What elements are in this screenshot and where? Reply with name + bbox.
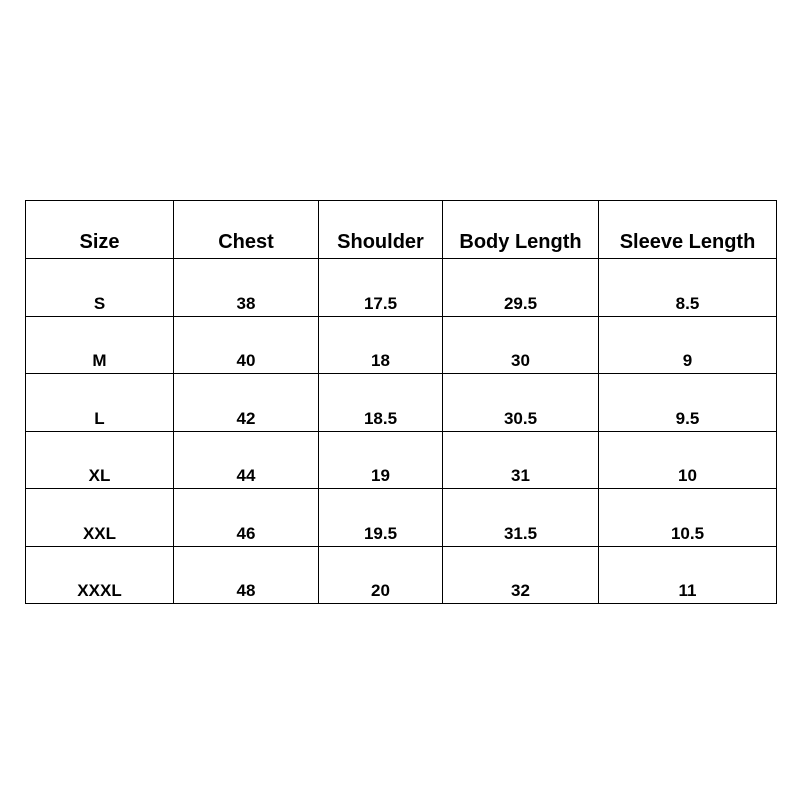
cell-shoulder: 19.5 bbox=[319, 489, 443, 547]
cell-body-length: 31.5 bbox=[443, 489, 599, 547]
cell-shoulder: 20 bbox=[319, 546, 443, 604]
cell-body-length: 31 bbox=[443, 431, 599, 489]
table-row bbox=[26, 546, 777, 604]
cell-chest: 48 bbox=[174, 546, 319, 604]
cell-shoulder: 18 bbox=[319, 316, 443, 374]
table-row bbox=[26, 259, 777, 317]
cell-shoulder: 19 bbox=[319, 431, 443, 489]
cell-body-length: 32 bbox=[443, 546, 599, 604]
header-sleeve-length: Sleeve Length bbox=[599, 201, 777, 259]
cell-body-length: 30.5 bbox=[443, 374, 599, 432]
table-body bbox=[26, 259, 777, 604]
cell-sleeve-length: 10 bbox=[599, 431, 777, 489]
cell-size: XXXL bbox=[26, 546, 174, 604]
cell-body-length: 29.5 bbox=[443, 259, 599, 317]
cell-chest: 46 bbox=[174, 489, 319, 547]
cell-size: L bbox=[26, 374, 174, 432]
cell-shoulder: 18.5 bbox=[319, 374, 443, 432]
cell-chest: 38 bbox=[174, 259, 319, 317]
cell-sleeve-length: 9 bbox=[599, 316, 777, 374]
cell-size: XL bbox=[26, 431, 174, 489]
cell-size: XXL bbox=[26, 489, 174, 547]
cell-chest: 42 bbox=[174, 374, 319, 432]
header-body-length: Body Length bbox=[443, 201, 599, 259]
cell-size: M bbox=[26, 316, 174, 374]
cell-sleeve-length: 10.5 bbox=[599, 489, 777, 547]
cell-sleeve-length: 11 bbox=[599, 546, 777, 604]
cell-sleeve-length: 9.5 bbox=[599, 374, 777, 432]
cell-size: S bbox=[26, 259, 174, 317]
header-size: Size bbox=[26, 201, 174, 259]
table-row bbox=[26, 431, 777, 489]
header-row bbox=[26, 201, 777, 259]
table-row bbox=[26, 374, 777, 432]
size-chart-table bbox=[25, 200, 777, 604]
cell-chest: 44 bbox=[174, 431, 319, 489]
table-header bbox=[26, 201, 777, 259]
header-chest: Chest bbox=[174, 201, 319, 259]
table-row bbox=[26, 316, 777, 374]
cell-chest: 40 bbox=[174, 316, 319, 374]
table-row bbox=[26, 489, 777, 547]
cell-sleeve-length: 8.5 bbox=[599, 259, 777, 317]
header-shoulder: Shoulder bbox=[319, 201, 443, 259]
cell-body-length: 30 bbox=[443, 316, 599, 374]
cell-shoulder: 17.5 bbox=[319, 259, 443, 317]
